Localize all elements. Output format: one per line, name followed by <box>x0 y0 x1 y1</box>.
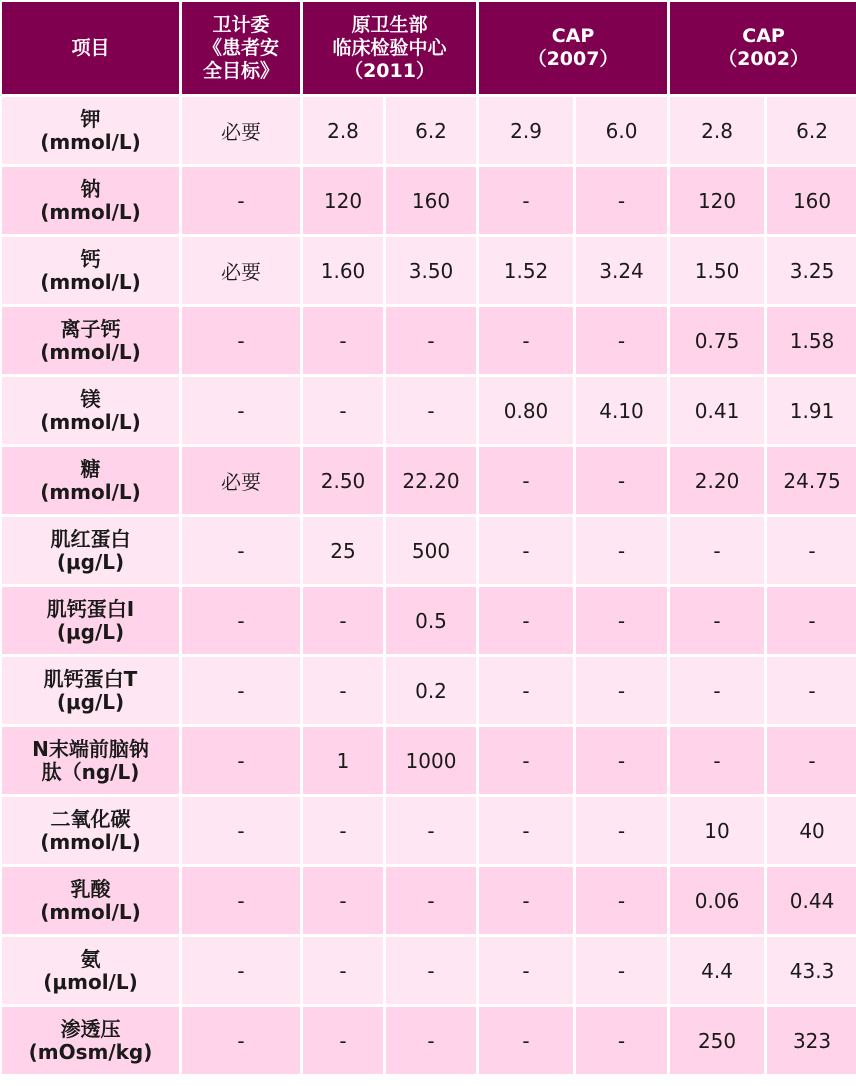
cell-cap2002-low: - <box>670 727 764 794</box>
item-name: 离子钙 <box>60 316 121 341</box>
cell-moh-high: 0.2 <box>386 657 476 724</box>
cell-item <box>2 727 179 794</box>
item-unit: (μg/L) <box>56 619 125 644</box>
cell-cap2002-high: - <box>767 727 856 794</box>
cell-moh-high: - <box>386 797 476 864</box>
item-name: 二氧化碳 <box>50 806 131 831</box>
item-name: 乳酸 <box>70 876 111 901</box>
header-row <box>2 2 856 94</box>
cell-moh-low: 25 <box>303 517 383 584</box>
cell-cap2007-low: 1.52 <box>479 237 573 304</box>
cell-wjw: - <box>182 797 300 864</box>
item-unit: (mOsm/kg) <box>28 1039 153 1064</box>
cell-cap2007-low: 0.80 <box>479 377 573 444</box>
table-body <box>2 97 856 1074</box>
cell-cap2007-high: 4.10 <box>576 377 667 444</box>
cell-cap2007-low: - <box>479 937 573 1004</box>
item-unit: (mmol/L) <box>40 269 141 294</box>
cell-wjw: - <box>182 1007 300 1074</box>
cell-moh-low: - <box>303 797 383 864</box>
header-item: 项目 <box>2 2 179 94</box>
cell-cap2007-high: 6.0 <box>576 97 667 164</box>
cell-cap2007-low: - <box>479 307 573 374</box>
item-name: 糖 <box>80 456 101 481</box>
cell-cap2007-high: - <box>576 937 667 1004</box>
cell-moh-high: 1000 <box>386 727 476 794</box>
cell-cap2002-high: 3.25 <box>767 237 856 304</box>
cell-wjw: - <box>182 867 300 934</box>
cell-item <box>2 1007 179 1074</box>
cell-item <box>2 797 179 864</box>
item-unit: (μmol/L) <box>43 969 138 994</box>
cell-item <box>2 167 179 234</box>
cell-cap2002-low: 1.50 <box>670 237 764 304</box>
cell-cap2007-low: - <box>479 657 573 724</box>
cell-cap2002-high: 40 <box>767 797 856 864</box>
cell-wjw: - <box>182 587 300 654</box>
table-row <box>2 377 856 444</box>
item-unit: 肽（ng/L) <box>41 759 140 784</box>
cell-cap2002-low: 4.4 <box>670 937 764 1004</box>
item-name: 渗透压 <box>60 1016 121 1041</box>
cell-item <box>2 937 179 1004</box>
cell-item <box>2 97 179 164</box>
cell-cap2007-low: - <box>479 517 573 584</box>
cell-item <box>2 237 179 304</box>
item-name: 肌钙蛋白T <box>43 666 138 691</box>
cell-cap2007-low: - <box>479 727 573 794</box>
cell-moh-low: - <box>303 867 383 934</box>
cell-moh-low: 120 <box>303 167 383 234</box>
cell-item <box>2 307 179 374</box>
item-unit: (mmol/L) <box>40 829 141 854</box>
header-cap-2007: CAP （2007） <box>479 2 667 94</box>
cell-cap2007-low: 2.9 <box>479 97 573 164</box>
cell-cap2002-low: 0.06 <box>670 867 764 934</box>
cell-moh-high: - <box>386 307 476 374</box>
cell-cap2002-low: 2.8 <box>670 97 764 164</box>
cell-moh-high: 160 <box>386 167 476 234</box>
cell-cap2002-low: 250 <box>670 1007 764 1074</box>
cell-moh-low: - <box>303 587 383 654</box>
cell-moh-low: - <box>303 377 383 444</box>
cell-cap2007-high: - <box>576 517 667 584</box>
cell-moh-high: 22.20 <box>386 447 476 514</box>
table-row <box>2 937 856 1004</box>
cell-cap2002-high: 1.91 <box>767 377 856 444</box>
cell-cap2002-low: 2.20 <box>670 447 764 514</box>
cell-cap2007-high: - <box>576 727 667 794</box>
table-row <box>2 657 856 724</box>
cell-cap2007-high: - <box>576 1007 667 1074</box>
cell-cap2007-high: - <box>576 867 667 934</box>
table-row <box>2 517 856 584</box>
cell-cap2007-high: 3.24 <box>576 237 667 304</box>
header-moh-2011: 原卫生部 临床检验中心 （2011） <box>303 2 476 94</box>
item-unit: (mmol/L) <box>40 899 141 924</box>
cell-cap2007-high: - <box>576 167 667 234</box>
cell-cap2002-high: - <box>767 587 856 654</box>
item-name: 钾 <box>80 106 101 131</box>
header-cap-2002: CAP （2002） <box>670 2 856 94</box>
table-row <box>2 727 856 794</box>
cell-moh-low: 1 <box>303 727 383 794</box>
cell-cap2002-high: 160 <box>767 167 856 234</box>
cell-moh-high: 6.2 <box>386 97 476 164</box>
table-row <box>2 867 856 934</box>
cell-cap2002-low: - <box>670 587 764 654</box>
cell-cap2002-high: 323 <box>767 1007 856 1074</box>
cell-wjw: - <box>182 937 300 1004</box>
cell-moh-high: - <box>386 1007 476 1074</box>
table-row <box>2 97 856 164</box>
cell-item <box>2 517 179 584</box>
item-name: N末端前脑钠 <box>32 736 149 761</box>
item-unit: (μg/L) <box>56 689 125 714</box>
cell-moh-low: 2.50 <box>303 447 383 514</box>
cell-cap2002-low: - <box>670 657 764 724</box>
cell-cap2002-high: - <box>767 657 856 724</box>
item-unit: (mmol/L) <box>40 199 141 224</box>
table-row <box>2 1007 856 1074</box>
cell-cap2002-high: - <box>767 517 856 584</box>
item-name: 氨 <box>80 946 101 971</box>
cell-wjw: 必要 <box>182 237 300 304</box>
cell-moh-low: 2.8 <box>303 97 383 164</box>
cell-cap2007-low: - <box>479 1007 573 1074</box>
item-unit: (mmol/L) <box>40 479 141 504</box>
cell-item <box>2 657 179 724</box>
cell-wjw: - <box>182 307 300 374</box>
item-unit: (mmol/L) <box>40 129 141 154</box>
cell-cap2007-low: - <box>479 797 573 864</box>
cell-moh-low: - <box>303 657 383 724</box>
cell-wjw: 必要 <box>182 97 300 164</box>
cell-cap2002-low: - <box>670 517 764 584</box>
table-row <box>2 307 856 374</box>
cell-cap2007-high: - <box>576 587 667 654</box>
cell-cap2007-high: - <box>576 447 667 514</box>
item-unit: (μg/L) <box>56 549 125 574</box>
item-name: 镁 <box>80 386 101 411</box>
cell-item <box>2 377 179 444</box>
cell-cap2007-high: - <box>576 797 667 864</box>
cell-moh-high: 3.50 <box>386 237 476 304</box>
cell-cap2007-high: - <box>576 307 667 374</box>
table-row <box>2 237 856 304</box>
header-wjw: 卫计委 《患者安 全目标》 <box>182 2 300 94</box>
cell-item <box>2 867 179 934</box>
table-row <box>2 797 856 864</box>
cell-cap2007-high: - <box>576 657 667 724</box>
cell-wjw: 必要 <box>182 447 300 514</box>
cell-cap2007-low: - <box>479 867 573 934</box>
cell-cap2007-low: - <box>479 447 573 514</box>
table-row <box>2 447 856 514</box>
cell-moh-low: - <box>303 1007 383 1074</box>
cell-moh-high: 0.5 <box>386 587 476 654</box>
cell-item <box>2 447 179 514</box>
cell-cap2002-high: 1.58 <box>767 307 856 374</box>
item-name: 肌钙蛋白I <box>46 596 135 621</box>
cell-moh-high: - <box>386 867 476 934</box>
table-row <box>2 167 856 234</box>
cell-cap2007-low: - <box>479 167 573 234</box>
cell-cap2002-high: 6.2 <box>767 97 856 164</box>
cell-wjw: - <box>182 657 300 724</box>
cell-item <box>2 587 179 654</box>
cell-cap2002-high: 24.75 <box>767 447 856 514</box>
cell-cap2002-low: 0.41 <box>670 377 764 444</box>
item-name: 钙 <box>80 246 101 271</box>
cell-cap2007-low: - <box>479 587 573 654</box>
cell-wjw: - <box>182 727 300 794</box>
item-unit: (mmol/L) <box>40 409 141 434</box>
cell-moh-high: - <box>386 377 476 444</box>
cell-moh-high: 500 <box>386 517 476 584</box>
cell-moh-high: - <box>386 937 476 1004</box>
item-unit: (mmol/L) <box>40 339 141 364</box>
cell-wjw: - <box>182 167 300 234</box>
cell-wjw: - <box>182 517 300 584</box>
cell-moh-low: - <box>303 937 383 1004</box>
cell-moh-low: 1.60 <box>303 237 383 304</box>
cell-cap2002-low: 120 <box>670 167 764 234</box>
cell-wjw: - <box>182 377 300 444</box>
cell-cap2002-low: 0.75 <box>670 307 764 374</box>
cell-cap2002-high: 43.3 <box>767 937 856 1004</box>
cell-cap2002-low: 10 <box>670 797 764 864</box>
item-name: 钠 <box>80 176 101 201</box>
table-row <box>2 587 856 654</box>
item-name: 肌红蛋白 <box>50 526 131 551</box>
cell-moh-low: - <box>303 307 383 374</box>
cell-cap2002-high: 0.44 <box>767 867 856 934</box>
